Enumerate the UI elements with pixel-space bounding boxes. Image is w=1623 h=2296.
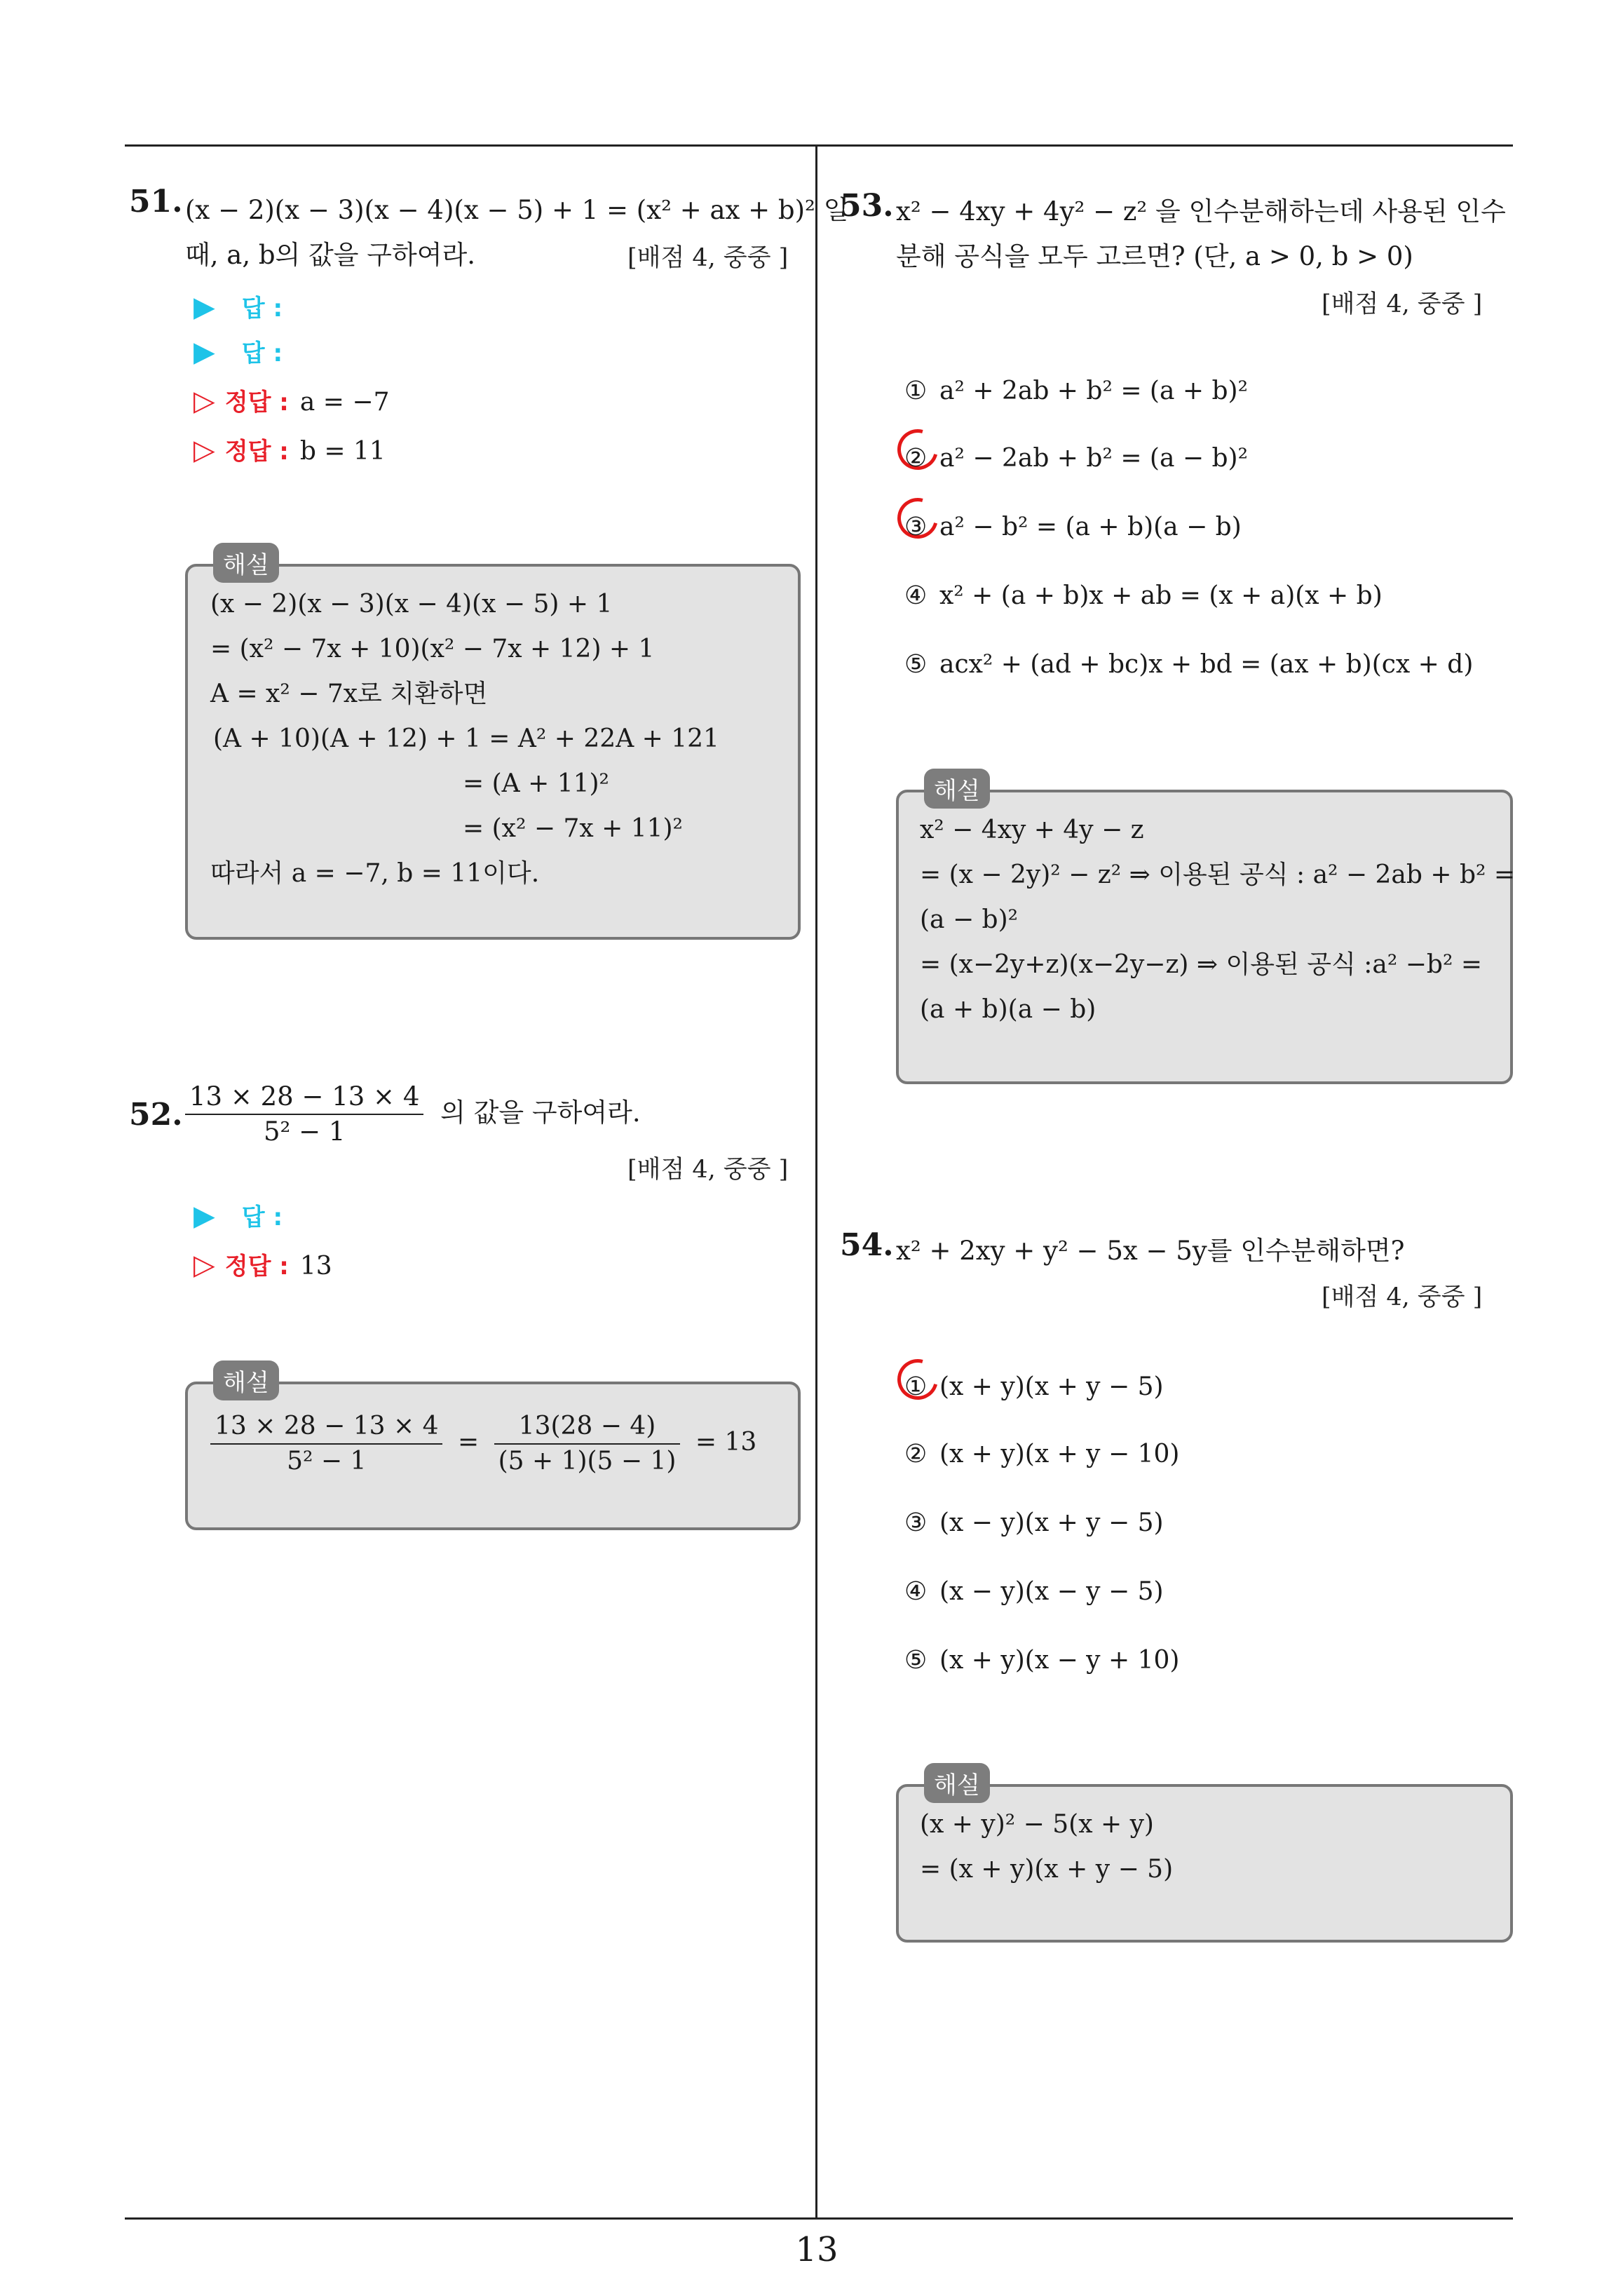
- correct-value: b = 11: [299, 437, 386, 466]
- option-5[interactable]: [904, 1640, 1179, 1682]
- question-51-score: [배점 4, 중중 ]: [627, 244, 789, 272]
- correct-row-1: [193, 1243, 332, 1288]
- answer-label: 답 :: [241, 295, 283, 323]
- page-number: 13: [795, 2230, 838, 2269]
- option-text: a² + 2ab + b² = (a + b)²: [939, 377, 1249, 405]
- answer-row-1: [193, 285, 283, 330]
- question-51: [129, 184, 183, 220]
- option-number: ⑤: [904, 1646, 928, 1675]
- option-3[interactable]: [904, 506, 1242, 548]
- question-53-score: [배점 4, 중중 ]: [1322, 290, 1483, 318]
- option-number: ①: [904, 377, 928, 405]
- explanation-line: = (x−2y+z)(x−2y−z) ⇒ 이용된 공식 :a² −b² =: [920, 950, 1482, 979]
- explanation-line: (a + b)(a − b): [920, 995, 1096, 1024]
- option-1[interactable]: [904, 1366, 1164, 1408]
- answer-arrow-icon: ▶: [193, 1200, 215, 1232]
- fraction-denominator: 5² − 1: [287, 1447, 367, 1475]
- fraction-denominator: 5² − 1: [263, 1116, 346, 1147]
- question-number: 52.: [129, 1097, 183, 1133]
- question-53: [840, 188, 894, 224]
- question-number: 53.: [840, 188, 894, 224]
- question-52-text: [185, 1080, 641, 1149]
- explanation-line: = (x + y)(x + y − 5): [920, 1855, 1174, 1884]
- question-53-line2: 분해 공식을 모두 고르면? (단, a > 0, b > 0): [896, 241, 1413, 271]
- option-number: ④: [904, 581, 928, 610]
- correct-label: 정답 :: [224, 1252, 289, 1281]
- option-number: ②: [904, 444, 928, 473]
- answer-label: 답 :: [241, 1203, 283, 1231]
- explanation-box-53: [896, 777, 1516, 1084]
- question-52-score: [배점 4, 중중 ]: [627, 1156, 789, 1184]
- option-text: (x + y)(x + y − 10): [939, 1440, 1180, 1468]
- bottom-rule: [125, 2217, 1513, 2220]
- explanation-line: 따라서 a = −7, b = 11이다.: [210, 859, 540, 888]
- explanation-line: (a − b)²: [920, 905, 1019, 934]
- explanation-line: (x − 2)(x − 3)(x − 4)(x − 5) + 1: [210, 590, 613, 619]
- option-1[interactable]: [904, 370, 1248, 412]
- option-5[interactable]: [904, 644, 1473, 686]
- correct-arrow-icon: ▷: [193, 434, 215, 466]
- question-51-line1: (x − 2)(x − 3)(x − 4)(x − 5) + 1 = (x² + ax + b)² 일: [185, 195, 849, 225]
- answer-row-1: [193, 1194, 283, 1238]
- question-52: [129, 1097, 183, 1133]
- correct-label: 정답 :: [224, 389, 289, 417]
- explanation-result: = 13: [695, 1428, 757, 1457]
- option-text: acx² + (ad + bc)x + bd = (ax + b)(cx + d): [939, 650, 1474, 679]
- option-number: ④: [904, 1577, 928, 1606]
- question-51-line2: 때, a, b의 값을 구하여라.: [185, 240, 476, 270]
- option-3[interactable]: [904, 1502, 1164, 1544]
- option-text: (x + y)(x + y − 5): [939, 1372, 1164, 1401]
- explanation-line: (A + 10)(A + 12) + 1 = A² + 22A + 121: [213, 724, 719, 753]
- option-4[interactable]: [904, 1571, 1164, 1613]
- option-number: ⑤: [904, 650, 928, 679]
- question-53-line1: x² − 4xy + 4y² − z² 을 인수분해하는데 사용된 인수: [896, 196, 1506, 227]
- correct-value: a = −7: [299, 388, 390, 417]
- correct-label: 정답 :: [224, 438, 289, 466]
- option-number: ②: [904, 1440, 928, 1468]
- answer-label: 답 :: [241, 339, 283, 367]
- option-number: ③: [904, 513, 928, 541]
- explanation-line: = (x² − 7x + 11)²: [463, 814, 683, 843]
- explanation-line: A = x² − 7x로 치환하면: [210, 680, 488, 708]
- explanation-tab: 해설: [213, 1360, 279, 1400]
- option-number: ③: [904, 1508, 928, 1537]
- explanation-box-54: [896, 1771, 1513, 1943]
- explanation-lines: [210, 582, 719, 896]
- option-2[interactable]: [904, 438, 1248, 480]
- option-4[interactable]: [904, 575, 1383, 617]
- equals-sign: =: [457, 1428, 480, 1457]
- column-divider: [815, 144, 817, 2219]
- question-text: 의 값을 구하여라.: [440, 1097, 641, 1128]
- answer-row-2: [193, 330, 283, 374]
- option-text: (x − y)(x + y − 5): [939, 1508, 1164, 1537]
- explanation-fraction-2: [494, 1410, 681, 1478]
- explanation-line: x² − 4xy + 4y − z: [920, 816, 1144, 844]
- fraction-numerator: 13 × 28 − 13 × 4: [185, 1080, 423, 1115]
- correct-row-2: [193, 428, 386, 473]
- explanation-tab: 해설: [924, 769, 990, 809]
- correct-arrow-icon: ▷: [193, 1249, 215, 1281]
- fraction-numerator: 13(28 − 4): [494, 1410, 681, 1445]
- explanation-box-52: [185, 1369, 801, 1530]
- explanation-line: (x + y)² − 5(x + y): [920, 1810, 1154, 1839]
- option-text: (x + y)(x − y + 10): [939, 1646, 1180, 1675]
- explanation-box-51: [185, 551, 801, 940]
- question-number: 51.: [129, 184, 183, 220]
- correct-value: 13: [299, 1252, 332, 1281]
- option-text: a² − 2ab + b² = (a − b)²: [939, 444, 1249, 473]
- explanation-fraction-1: [210, 1410, 442, 1478]
- option-number: ①: [904, 1372, 928, 1401]
- fraction-numerator: 13 × 28 − 13 × 4: [210, 1410, 442, 1445]
- option-text: x² + (a + b)x + ab = (x + a)(x + b): [939, 581, 1383, 610]
- explanation-formula: [210, 1410, 756, 1478]
- explanation-line: = (x − 2y)² − z² ⇒ 이용된 공식 : a² − 2ab + b² =: [920, 860, 1516, 889]
- answer-arrow-icon: ▶: [193, 291, 215, 323]
- option-text: (x − y)(x − y − 5): [939, 1577, 1164, 1606]
- explanation-tab: 해설: [213, 543, 279, 583]
- explanation-lines: [920, 1802, 1173, 1892]
- correct-arrow-icon: ▷: [193, 385, 215, 417]
- fraction-denominator: (5 + 1)(5 − 1): [498, 1447, 677, 1475]
- option-2[interactable]: [904, 1433, 1179, 1475]
- question-54-line1: x² + 2xy + y² − 5x − 5y를 인수분해하면?: [896, 1236, 1405, 1266]
- option-text: a² − b² = (a + b)(a − b): [939, 513, 1242, 541]
- explanation-tab: 해설: [924, 1763, 990, 1803]
- answer-arrow-icon: ▶: [193, 336, 215, 368]
- correct-row-1: [193, 379, 389, 424]
- question-fraction: [185, 1080, 423, 1149]
- explanation-line: = (A + 11)²: [463, 769, 609, 798]
- explanation-lines: [920, 808, 1515, 1032]
- explanation-line: = (x² − 7x + 10)(x² − 7x + 12) + 1: [210, 635, 655, 663]
- top-rule: [125, 144, 1513, 147]
- question-number: 54.: [840, 1227, 894, 1263]
- question-54-score: [배점 4, 중중 ]: [1322, 1283, 1483, 1311]
- question-54: [840, 1227, 894, 1263]
